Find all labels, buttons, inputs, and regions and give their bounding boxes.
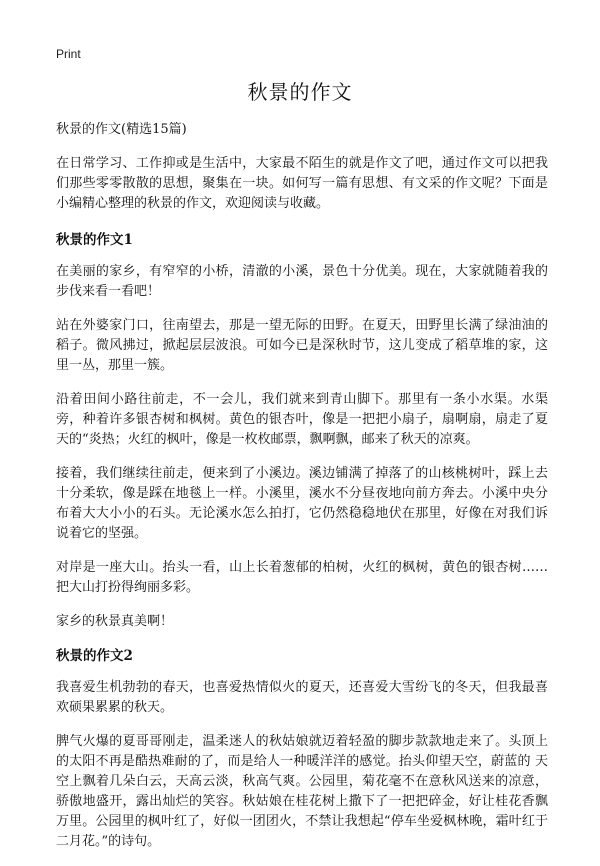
paragraph: 站在外婆家门口，往南望去，那是一望无际的田野。在夏天，田野里长满了绿油油的稻子。微风拂过，掀起层层波浪。可如今已是深秋时节，这儿变成了稻草堆的家，这里一丛，那里一簇。 bbox=[56, 318, 548, 373]
paragraph: 家乡的秋景真美啊！ bbox=[56, 614, 174, 629]
section-heading-2: 秋景的作文2 bbox=[56, 648, 133, 664]
paragraph: 对岸是一座大山。抬头一看，山上长着葱郁的柏树，火红的枫树，黄色的银杏树……把大山打扮得绚丽多彩。 bbox=[56, 560, 548, 595]
article-body bbox=[56, 120, 548, 866]
paragraph: 接着，我们继续往前走，便来到了小溪边。溪边铺满了掉落了的山核桃树叶，踩上去十分柔软，像是踩在地毯上一样。小溪里，溪水不分昼夜地向前方奔去。小溪中央分布着大大小小的石头。无论溪水怎么拍打，它仍然稳稳地伏在那里，好像在对我们诉说着它的坚强。 bbox=[56, 466, 548, 541]
page-title: 秋景的作文 bbox=[247, 80, 353, 104]
article-intro: 在日常学习、工作抑或是生活中，大家最不陌生的就是作文了吧，通过作文可以把我们那些零零散散的思想，聚集在一块。如何写一篇有思想、有文采的作文呢？下面是小编精心整理的秋景的作文，欢迎阅读与收藏。 bbox=[56, 156, 548, 211]
paragraph: 在美丽的家乡，有窄窄的小桥，清澈的小溪，景色十分优美。现在，大家就随着我的步伐来看一看吧！ bbox=[56, 264, 548, 299]
article-subtitle: 秋景的作文(精选15篇) bbox=[56, 122, 187, 137]
print-link[interactable]: Print bbox=[56, 47, 81, 61]
paragraph: 脾气火爆的夏哥哥刚走，温柔迷人的秋姑娘就迈着轻盈的脚步款款地走来了。头顶上的太阳不再是酷热难耐的了，而是给人一种暖洋洋的感觉。抬头仰望天空，蔚蓝的 天空上飘着几朵白云，天高云淡，秋高气爽。公园里，菊花毫不在意秋风送来的凉意，骄傲地盛开，露出灿烂的笑容。秋姑娘在桂花树上撒下了一把把碎金，好让桂花香飘万里。公园里的枫叶红了，好似一团团火，不禁让我想起“停车坐爱枫林晚，霜叶红于二月花。”的诗句。 bbox=[56, 734, 548, 849]
section-heading-1: 秋景的作文1 bbox=[56, 232, 133, 248]
paragraph: 我喜爱生机勃勃的春天，也喜爱热情似火的夏天，还喜爱大雪纷飞的冬天，但我最喜欢硕果累累的秋天。 bbox=[56, 680, 548, 715]
paragraph: 沿着田间小路往前走，不一会儿，我们就来到青山脚下。那里有一条小水渠。水渠旁，种着许多银杏树和枫树。黄色的银杏叶，像是一把把小扇子，扇啊扇，扇走了夏天的“炎热；火红的枫叶，像是一枚枚邮票，飘啊飘，邮来了秋天的凉爽。 bbox=[56, 392, 548, 447]
